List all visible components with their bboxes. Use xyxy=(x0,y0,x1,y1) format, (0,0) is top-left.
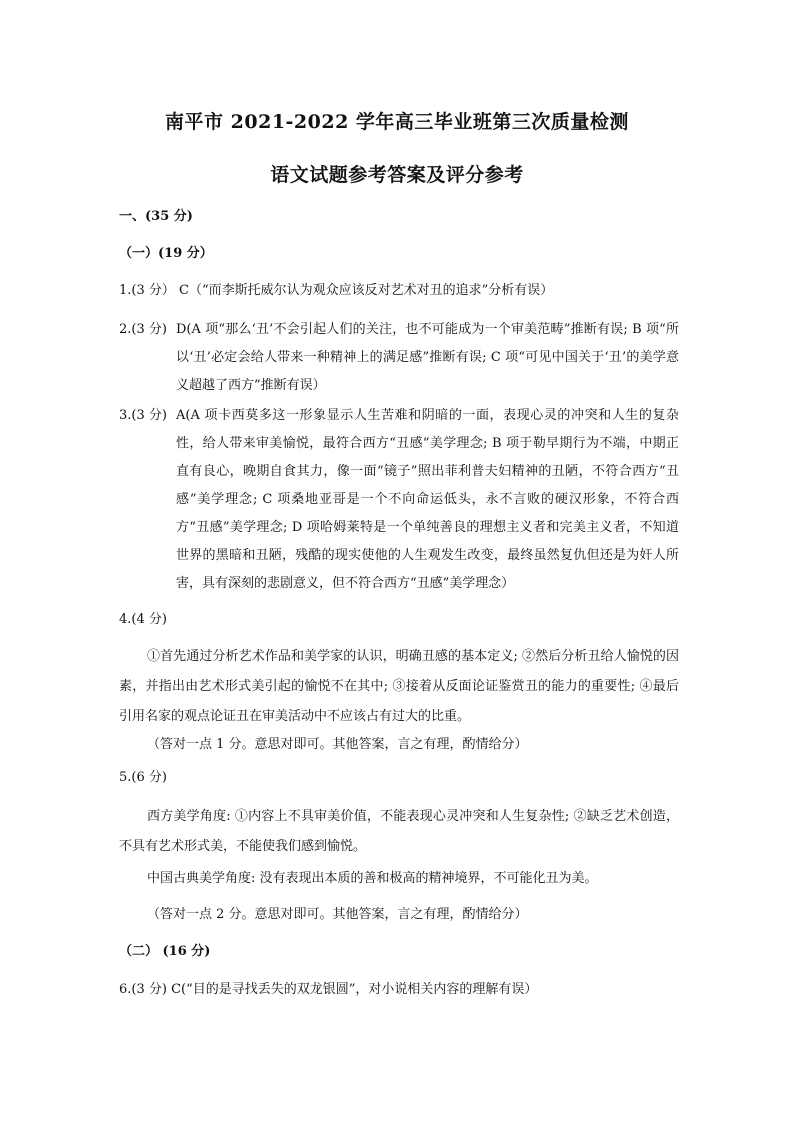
scoring-note: （答对一点 2 分。意思对即可。其他答案，言之有理，酌情给分） xyxy=(147,907,528,922)
question-5-heading: 5.(6 分) xyxy=(119,770,167,785)
document-subtitle: 语文试题参考答案及评分参考 xyxy=(270,164,524,186)
part-heading: （二） (16 分) xyxy=(119,944,211,959)
question-5-answer-chinese: 中国古典美学角度: 没有表现出本质的善和极高的精神境界，不可能化丑为美。 xyxy=(147,871,598,886)
question-5-answer-western: 西方美学角度: ①内容上不具审美价值，不能表现心灵冲突和人生复杂性; ②缺乏艺术创造，不具有艺术形式美，不能使我们感到愉悦。 xyxy=(119,809,679,854)
question-1: 1.(3 分） C（“而李斯托威尔认为观众应该反对艺术对丑的追求”分析有误） xyxy=(119,283,554,298)
question-4-heading: 4.(4 分) xyxy=(119,612,167,627)
scoring-note: （答对一点 1 分。意思对即可。其他答案，言之有理，酌情给分） xyxy=(147,737,528,752)
question-number: 3.(3 分) xyxy=(119,408,167,423)
question-answer: A(A 项卡西莫多这一形象显示人生苦难和阴暗的一面，表现心灵的冲突和人生的复杂性，给人带来审美愉悦，最符合西方“丑感”美学理念; B 项于勒早期行为不端，中期正直有良心，晚期自食其力，像一面“镜子”照出菲利普夫妇精神的丑陋，不符合西方“丑感”美学理念; C 项桑地亚哥是一个不向命运低头，永不言败的硬汉形象，不符合西方“丑感”美学理念; D 项哈姆莱特是一个单纯善良的理想主义者和完美主义者，不知道世界的黑暗和丑陋，残酷的现实使他的人生观发生改变，最终虽然复仇但还是为奸人所害，具有深刻的悲剧意义，但不符合西方“丑感”美学理念） xyxy=(176,408,679,591)
question-6: 6.(3 分) C(“目的是寻找丢失的双龙银圆”，对小说相关内容的理解有误） xyxy=(119,982,538,997)
question-2 xyxy=(119,316,679,400)
question-3 xyxy=(119,402,679,598)
document-title: 南平市 2021-2022 学年高三毕业班第三次质量检测 xyxy=(165,111,629,133)
section-heading: 一、(35 分) xyxy=(119,209,193,224)
question-number: 2.(3 分) xyxy=(119,322,167,337)
part-heading: （一）(19 分） xyxy=(119,246,213,261)
question-answer: D(A 项“那么‘丑’不会引起人们的关注，也不可能成为一个审美范畴”推断有误; B 项“所以‘丑’必定会给人带来一种精神上的满足感”推断有误; C 项“可见中国关于‘丑’的美学意义超越了西方”推断有误） xyxy=(176,322,679,393)
question-4-answer: ①首先通过分析艺术作品和美学家的认识，明确丑感的基本定义; ②然后分析丑给人愉悦的因素，并指出由艺术形式美引起的愉悦不在其中; ③接着从反面论证鉴赏丑的能力的重要性; ④最后引用名家的观点论证丑在审美活动中不应该占有过大的比重。 xyxy=(119,649,679,724)
